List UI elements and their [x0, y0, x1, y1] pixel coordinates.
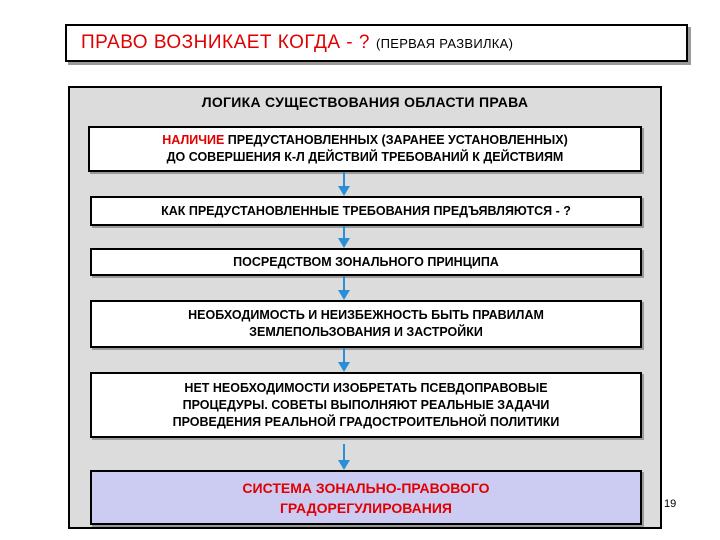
step-1-line-1: [162, 132, 568, 149]
panel-heading: ЛОГИКА СУЩЕСТВОВАНИЯ ОБЛАСТИ ПРАВА: [201, 94, 529, 110]
down-arrow-icon: [338, 226, 350, 248]
down-arrow-icon: [338, 276, 350, 300]
final-step-line-2: ГРАДОРЕГУЛИРОВАНИЯ: [279, 499, 452, 516]
page-number: 19: [664, 498, 677, 510]
step-5-line-3: ПРОВЕДЕНИЯ РЕАЛЬНОЙ ГРАДОСТРОИТЕЛЬНОЙ ПОЛИТИКИ: [172, 414, 560, 429]
step-4-line-2: ЗЕМЛЕПОЛЬЗОВАНИЯ И ЗАСТРОЙКИ: [249, 325, 483, 339]
step-1-box: [88, 126, 642, 172]
step-2-line-1: КАК ПРЕДУСТАНОВЛЕННЫЕ ТРЕБОВАНИЯ ПРЕДЪЯВЛЯЮТСЯ - ?: [161, 203, 571, 218]
step-3-box: [90, 248, 642, 276]
step-5-line-2: ПРОЦЕДУРЫ. СОВЕТЫ ВЫПОЛНЯЮТ РЕАЛЬНЫЕ ЗАДАЧИ: [182, 397, 550, 412]
down-arrow-icon: [338, 444, 350, 470]
title-box: [65, 24, 688, 62]
title-subtitle: (ПЕРВАЯ РАЗВИЛКА): [375, 35, 514, 51]
step-2-box: [90, 196, 642, 226]
step-1-line-2: ДО СОВЕРШЕНИЯ К-Л ДЕЙСТВИЙ ТРЕБОВАНИЙ К ДЕЙСТВИЯМ: [166, 150, 564, 164]
down-arrow-icon: [338, 348, 350, 372]
down-arrow-icon: [338, 172, 350, 196]
step-5-line-1: НЕТ НЕОБХОДИМОСТИ ИЗОБРЕТАТЬ ПСЕВДОПРАВОВЫЕ: [184, 380, 548, 395]
title-main: ПРАВО ВОЗНИКАЕТ КОГДА - ?: [81, 32, 370, 53]
step-1-line-1-rest: ПРЕДУСТАНОВЛЕННЫХ (ЗАРАНЕЕ УСТАНОВЛЕННЫХ): [224, 133, 568, 147]
final-step-box: [90, 470, 642, 525]
step-1-highlight: НАЛИЧИЕ: [162, 133, 225, 147]
step-4-box: [90, 300, 642, 348]
step-5-box: [90, 372, 642, 438]
step-4-line-1: НЕОБХОДИМОСТЬ И НЕИЗБЕЖНОСТЬ БЫТЬ ПРАВИЛАМ: [188, 308, 544, 322]
step-3-line-1: ПОСРЕДСТВОМ ЗОНАЛЬНОГО ПРИНЦИПА: [233, 254, 499, 269]
final-step-line-1: СИСТЕМА ЗОНАЛЬНО-ПРАВОВОГО: [242, 479, 490, 496]
